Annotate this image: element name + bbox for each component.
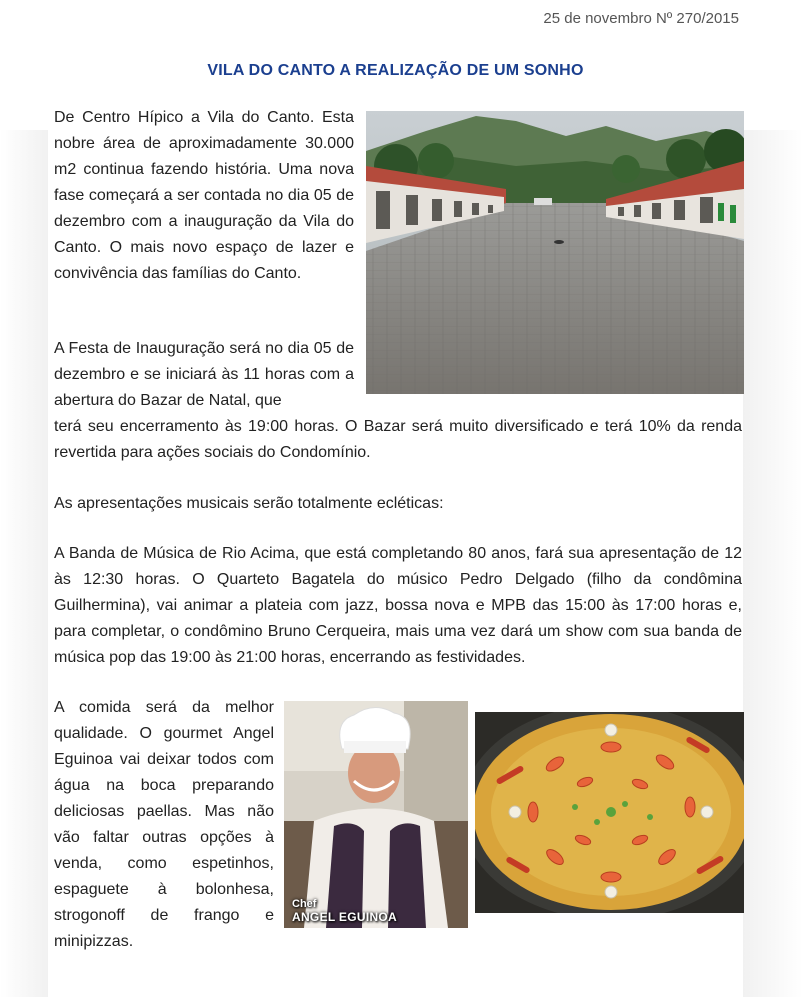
issue-date: 25 de novembro Nº 270/2015: [543, 10, 739, 27]
paragraph-intro: De Centro Hípico a Vila do Canto. Esta nobre área de aproximadamente 30.000 m2 continua fazendo história. Uma nova fase começará a ser contada no dia 05 de dezembro com a inauguração da Vila do Canto. O mais novo espaço de lazer e convivência das famílias do Canto.: [54, 109, 354, 282]
right-frame-shadow: [743, 130, 803, 997]
paragraph-food: A comida será da melhor qualidade. O gourmet Angel Eguinoa vai deixar todos com água na boca preparando deliciosas paellas. Mas não vão faltar outras opções à venda, como espetinhos, espaguete à bolonhesa, strogonoff de frango e minipizzas.: [54, 699, 274, 950]
chef-photo: [284, 701, 468, 928]
newsletter-page: [48, 0, 743, 997]
paragraph-festa-part2: terá seu encerramento às 19:00 horas. O Bazar será muito diversificado e terá 10% da renda revertida para ações sociais do Condomínio.: [54, 418, 742, 461]
chef-caption: [292, 898, 397, 924]
article-title: VILA DO CANTO A REALIZAÇÃO DE UM SONHO: [207, 62, 584, 79]
paragraph-music-details: A Banda de Música de Rio Acima, que está completando 80 anos, fará sua apresentação de 12 às 12:30 horas. O Quarteto Bagatela do músico Pedro Delgado (filho da condômina Guilhermina), vai animar a plateia com jazz, bossa nova e MPB das 15:00 às 17:00 horas e, para completar, o condômino Bruno Cerqueira, mais uma vez dará um show com sua banda de música pop das 19:00 às 21:00 horas, encerrando as festividades.: [54, 545, 742, 666]
left-frame-shadow: [0, 130, 48, 997]
paella-photo: [475, 712, 744, 913]
vila-do-canto-photo: [366, 111, 744, 394]
chef-caption-name: ANGEL EGUINOA: [292, 910, 398, 924]
paragraph-festa-part1: A Festa de Inauguração será no dia 05 de dezembro e se iniciará às 11 horas com a abertura do Bazar de Natal, que: [54, 340, 354, 409]
paragraph-music-intro: As apresentações musicais serão totalmente ecléticas:: [54, 495, 444, 512]
chef-caption-line1: Chef: [292, 898, 317, 910]
